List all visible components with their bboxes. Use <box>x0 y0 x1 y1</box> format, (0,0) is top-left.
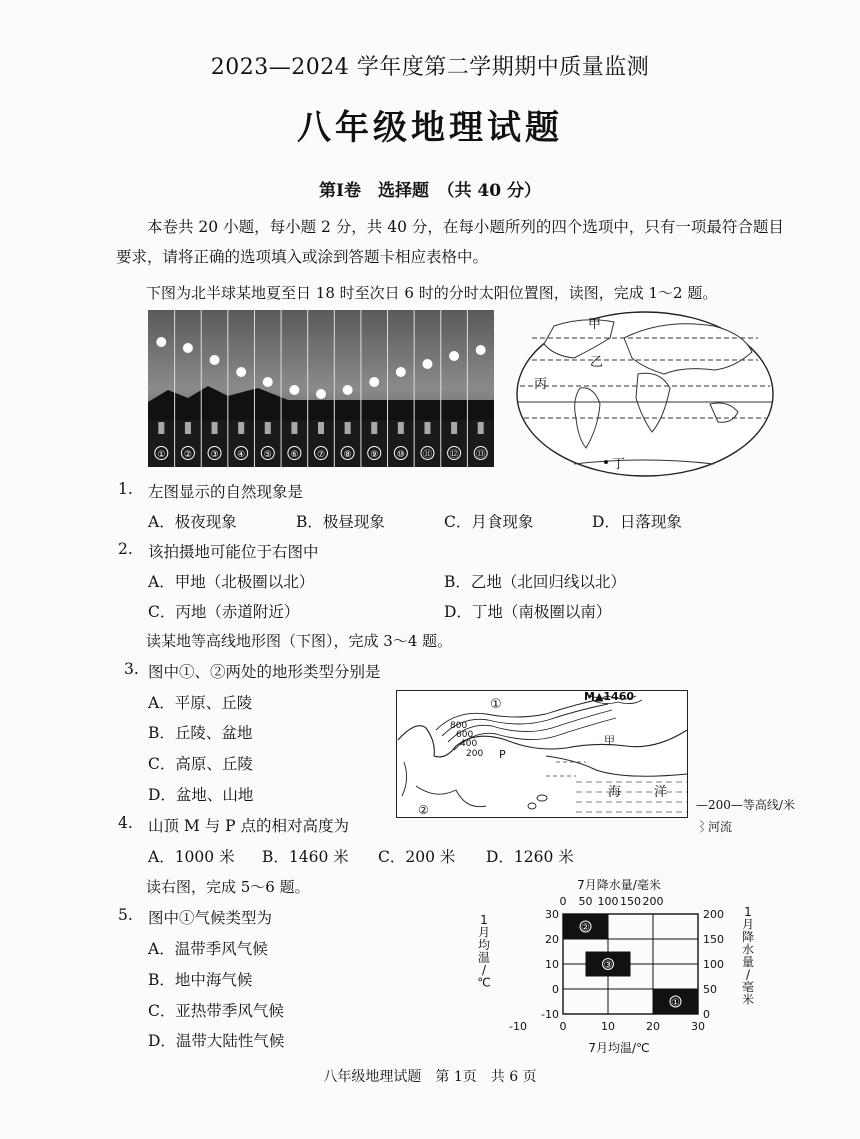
world-map <box>514 308 776 480</box>
prompt-questions-1-2: 下图为北半球某地夏至日 18 时至次日 6 时的分时太阳位置图，读图，完成 1～2 题。 <box>146 284 718 302</box>
map-label-yi: 乙 <box>590 355 604 370</box>
contour-map-graphic <box>396 690 688 818</box>
section-heading: 第Ⅰ卷 选择题 （共 40 分） <box>319 181 541 201</box>
peak-m-label: M▲1460 <box>584 690 635 703</box>
left-tick-label: 20 <box>545 933 559 946</box>
bottom-tick-label: 0 <box>559 1020 567 1033</box>
right-axis-label <box>742 905 754 1007</box>
axis-label-char: 降 <box>741 930 755 944</box>
sea-label-1: 海 <box>608 785 622 800</box>
bottom-tick-label: 20 <box>646 1020 660 1033</box>
axis-label-char: 1 <box>480 913 488 927</box>
q4-option-d: D．1260 米 <box>486 848 574 866</box>
sun-mark <box>156 337 166 347</box>
sun-reflection <box>424 422 430 434</box>
q2-option-d: D．丁地（南极圈以南） <box>444 603 612 621</box>
q5-option-a: A．温带季风气候 <box>148 940 268 958</box>
top-tick-label: 0 <box>559 895 567 908</box>
frame-number-label: ③ <box>210 450 219 460</box>
sun-mark <box>210 355 220 365</box>
left-tick-label: -10 <box>541 1008 559 1021</box>
section-instructions: 本卷共 20 小题，每小题 2 分，共 40 分，在每小题所列的四个选项中，只有一项最符合题目要求，请将正确的选项填入或涂到答题卡相应表格中。 <box>116 218 784 266</box>
q5-stem: 图中①气候类型为 <box>148 909 273 927</box>
right-tick-label: 200 <box>703 908 724 921</box>
frame-number-label: ⑬ <box>476 450 486 460</box>
sun-mark <box>422 359 432 369</box>
sun-reflection <box>318 422 324 434</box>
frame-number-label: ⑧ <box>343 450 352 460</box>
q4-number: 4. <box>118 814 133 832</box>
top-tick-label: 100 <box>597 895 619 908</box>
sun-reflection <box>265 422 271 434</box>
left-tick-label: 10 <box>545 958 559 971</box>
sun-mark <box>476 345 486 355</box>
q1-option-b: B．极昼现象 <box>296 513 385 531</box>
axis-label-char: 毫 <box>741 980 755 994</box>
sun-reflection <box>212 422 218 434</box>
page-footer: 八年级地理试题 第 1页 共 6 页 <box>323 1069 537 1085</box>
q1-number: 1. <box>118 480 133 498</box>
legend-river <box>696 818 732 835</box>
frame-number-label: ⑩ <box>396 450 405 460</box>
q2-option-a: A．甲地（北极圈以北） <box>148 573 315 591</box>
axis-label-char: / <box>745 967 751 982</box>
q4-stem: 山顶 M 与 P 点的相对高度为 <box>148 817 350 835</box>
q1-stem: 左图显示的自然现象是 <box>148 483 304 501</box>
q1-option-a: A．极夜现象 <box>148 513 237 531</box>
sun-reflection <box>158 422 164 434</box>
axis-label-char: 月 <box>741 917 755 932</box>
top-tick-label: 150 <box>620 895 641 908</box>
contour-600-label: 600 <box>456 730 474 740</box>
q3-option-c: C．高原、丘陵 <box>148 755 253 773</box>
sun-mark <box>289 385 299 395</box>
right-tick-label: 100 <box>703 958 724 971</box>
axis-label-char: 1 <box>744 905 752 919</box>
sun-reflection <box>398 422 404 434</box>
q1-option-c: C．月食现象 <box>444 513 534 531</box>
climate-chart <box>462 874 762 1064</box>
q3-option-a: A．平原、丘陵 <box>148 694 253 712</box>
exam-period-title: 2023—2024 学年度第二学期期中质量监测 <box>210 55 650 80</box>
q5-option-d: D．温带大陆性气候 <box>148 1032 285 1050</box>
map-label-bing: 丙 <box>534 377 548 392</box>
sun-mark <box>236 367 246 377</box>
bottom-tick-label: 30 <box>691 1020 705 1033</box>
axis-label-char: 水 <box>741 942 755 957</box>
axis-label-char: 温 <box>477 950 491 965</box>
map-jia-label: 甲 <box>604 734 615 747</box>
world-map-graphic <box>514 308 776 480</box>
frame-number-label: ⑦ <box>316 450 326 460</box>
contour-800-label: 800 <box>450 721 468 731</box>
sun-mark <box>263 377 273 387</box>
sun-reflection <box>238 422 244 434</box>
right-tick-label: 0 <box>703 1008 710 1021</box>
axis-label-char: 均 <box>477 938 491 952</box>
top-axis-label: 7月降水量/毫米 <box>577 878 661 892</box>
contour-map <box>396 690 688 818</box>
marker-2-label: ② <box>418 803 429 817</box>
sun-reflection <box>185 422 191 434</box>
river-icon: ⌇ <box>696 820 709 834</box>
axis-label-char: ℃ <box>477 975 491 990</box>
q2-option-c: C．丙地（赤道附近） <box>148 603 300 621</box>
q3-option-d: D．盆地、山地 <box>148 786 254 804</box>
q5-option-c: C．亚热带季风气候 <box>148 1002 284 1020</box>
sun-mark <box>396 367 406 377</box>
exam-subject-title: 八年级地理试题 <box>297 108 563 148</box>
map-label-jia: 甲 <box>588 317 602 332</box>
sun-mark <box>449 351 459 361</box>
frame-number-label: ④ <box>237 450 246 460</box>
map-label-ding: 丁 <box>612 457 626 472</box>
sun-mark <box>369 377 379 387</box>
frame-number-label: ⑥ <box>290 450 299 460</box>
contour-400-label: 400 <box>460 739 478 749</box>
q5-option-b: B．地中海气候 <box>148 971 253 989</box>
sun-position-photo-strip <box>148 310 494 467</box>
sun-reflection <box>451 422 457 434</box>
q2-stem: 该拍摄地可能位于右图中 <box>148 543 319 561</box>
prompt-questions-3-4: 读某地等高线地形图（下图），完成 3～4 题。 <box>146 632 453 650</box>
top-tick-label: 200 <box>642 895 664 908</box>
q3-number: 3. <box>124 660 139 678</box>
frame-number-label: ⑪ <box>422 450 432 460</box>
climate-box-label: ② <box>581 922 590 934</box>
q4-option-a: A．1000 米 <box>148 848 235 866</box>
q5-number: 5. <box>118 906 133 924</box>
legend-river-label: 河流 <box>708 820 733 834</box>
sun-reflection <box>371 422 377 434</box>
q2-number: 2. <box>118 540 133 558</box>
left-axis-label <box>477 913 490 990</box>
contour-200-label: 200 <box>466 749 484 759</box>
prompt-questions-5-6: 读右图，完成 5～6 题。 <box>146 878 310 896</box>
point-ding-marker <box>604 460 608 464</box>
climate-box-label: ③ <box>603 960 613 971</box>
sun-mark <box>316 389 326 399</box>
bottom-tick-label: 10 <box>601 1020 615 1033</box>
axis-label-char: 量 <box>741 955 755 969</box>
left-tick-label: 30 <box>545 908 559 921</box>
sun-reflection <box>345 422 351 434</box>
q3-option-b: B．丘陵、盆地 <box>148 724 253 742</box>
right-tick-label: 150 <box>703 933 724 946</box>
climate-box-label: ① <box>671 997 680 1009</box>
axis-label-char: / <box>481 963 487 977</box>
bottom-tick-label: -10 <box>509 1020 527 1033</box>
frame-number-label: ⑨ <box>370 450 379 460</box>
q3-stem: 图中①、②两处的地形类型分别是 <box>148 663 381 681</box>
sea-label-2: 洋 <box>654 785 668 800</box>
q1-option-d: D．日落现象 <box>592 513 682 531</box>
axis-label-char: 月 <box>477 925 491 940</box>
q4-option-c: C．200 米 <box>378 848 456 866</box>
q2-option-b: B．乙地（北回归线以北） <box>444 573 626 591</box>
frame-number-label: ② <box>183 450 192 460</box>
sun-mark <box>183 343 193 353</box>
axis-label-char: 米 <box>741 992 755 1007</box>
sun-reflection <box>478 422 484 434</box>
legend-contour-line: —200—等高线/米 <box>696 798 795 812</box>
frame-number-label: ⑤ <box>263 450 272 460</box>
frame-number-label: ① <box>157 450 166 460</box>
frame-number-label: ⑫ <box>449 450 459 460</box>
top-tick-label: 50 <box>578 895 593 908</box>
q4-option-b: B．1460 米 <box>262 848 349 866</box>
marker-1-label: ① <box>490 697 502 712</box>
left-tick-label: 0 <box>552 983 559 996</box>
sun-mark <box>343 385 353 395</box>
bottom-axis-label: 7月均温/℃ <box>588 1041 650 1055</box>
photo-sequence-graphic <box>148 310 494 467</box>
sun-reflection <box>291 422 297 434</box>
point-p-label: P <box>499 748 506 761</box>
climate-chart-graphic <box>462 874 762 1064</box>
right-tick-label: 50 <box>703 983 717 996</box>
